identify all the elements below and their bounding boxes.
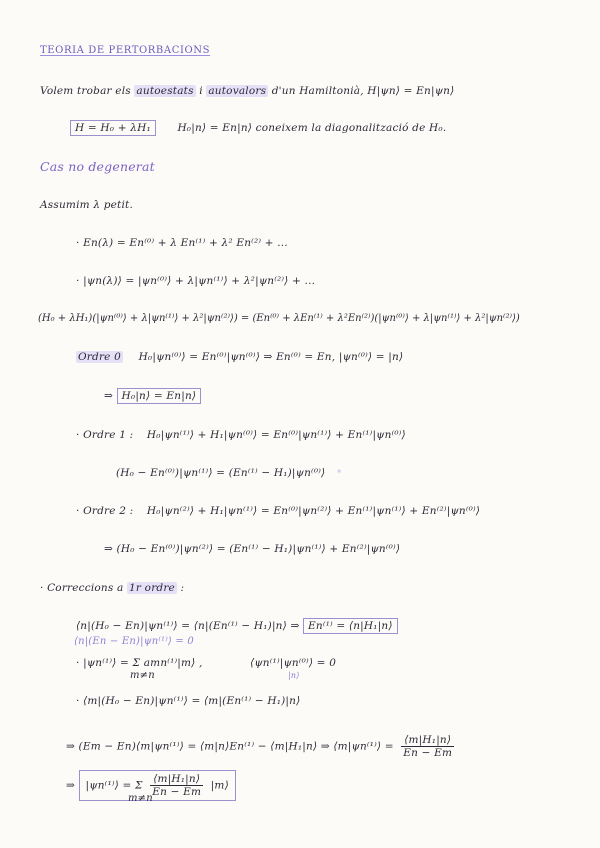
final-numerator: ⟨m|H₁|n⟩ (150, 773, 203, 786)
final-left: |ψn⁽¹⁾⟩ = Σ (85, 779, 143, 792)
final-denominator: En − Em (152, 786, 202, 798)
corrections-line (40, 581, 184, 595)
order-2-equation: H₀|ψn⁽²⁾⟩ + H₁|ψn⁽¹⁾⟩ = En⁽⁰⁾|ψn⁽²⁾⟩ + En⁽¹⁾|ψn⁽¹⁾⟩ + En⁽²⁾|ψn⁽⁰⁾⟩ (146, 505, 481, 517)
highlight-autovalors: autovalors (208, 85, 267, 97)
highlight-first-order: 1r ordre (129, 582, 175, 594)
coefficient-line (66, 734, 454, 759)
expanded-equation: (H₀ + λH₁)(|ψn⁽⁰⁾⟩ + λ|ψn⁽¹⁾⟩ + λ²|ψn⁽²⁾⟩) = (En⁽⁰⁾ + λEn⁽¹⁾ + λ²En⁽²⁾)(|ψn⁽⁰⁾⟩ + λ|ψn⁽¹⁾⟩ + λ²|ψn⁽²⁾⟩) (38, 313, 520, 324)
final-right: |m⟩ (210, 779, 229, 792)
section-non-degenerate: Cas no degenerat (40, 159, 155, 174)
orthogonality-annotation: |n⟩ (288, 671, 300, 680)
page-title: TEORIA DE PERTORBACIONS (40, 45, 211, 56)
order-0-label: Ordre 0 (78, 351, 122, 363)
expansion-line (76, 656, 336, 670)
expansion-sum-subscript: m≠n (130, 670, 155, 681)
intro-line (40, 84, 454, 98)
coefficient-equation: ⇒ (Em − En)⟨m|ψn⁽¹⁾⟩ = ⟨m|n⟩En⁽¹⁾ − ⟨m|H₁|n⟩ ⇒ ⟨m|ψn⁽¹⁾⟩ = (66, 740, 394, 753)
orthogonality-condition: ⟨ψn⁽¹⁾|ψn⁽⁰⁾⟩ = 0 (250, 657, 337, 669)
assumption-line: Assumim λ petit. (40, 199, 133, 211)
final-result-box (79, 770, 236, 801)
order-0-arrow: ⇒ (104, 390, 113, 402)
order-1-result (116, 466, 342, 481)
expansion-left: · |ψn⁽¹⁾⟩ = Σ amn⁽¹⁾|m⟩ , (76, 657, 203, 669)
m-projection-line: · ⟨m|(H₀ − En)|ψn⁽¹⁾⟩ = ⟨m|(En⁽¹⁾ − H₁)|n⟩ (76, 695, 301, 707)
order-1-label: · Ordre 1 : (76, 429, 134, 441)
first-order-energy-box: En⁽¹⁾ = ⟨n|H₁|n⟩ (303, 618, 398, 634)
final-prefix: ⇒ (66, 779, 75, 792)
intro-suffix: d'un Hamiltonià, H|ψn⟩ = En|ψn⟩ (271, 85, 455, 97)
projection-equation: ⟨n|(H₀ − En)|ψn⁽¹⁾⟩ = ⟨n|(En⁽¹⁾ − H₁)|n⟩ ⇒ (76, 620, 300, 632)
order-0-result (104, 389, 201, 403)
hamiltonian-definition (70, 121, 446, 135)
intro-prefix: Volem trobar els (40, 85, 131, 97)
order-0-result-box: H₀|n⟩ = En|n⟩ (117, 388, 202, 404)
corrections-prefix: · Correccions a (40, 582, 124, 594)
energy-series: · En(λ) = En⁽⁰⁾ + λ En⁽¹⁾ + λ² En⁽²⁾ + ... (76, 237, 288, 249)
projection-annotation: ⟨n|(En − En)|ψn⁽¹⁾⟩ = 0 (74, 636, 194, 647)
state-series: · |ψn(λ)⟩ = |ψn⁽⁰⁾⟩ + λ|ψn⁽¹⁾⟩ + λ²|ψn⁽²⁾⟩ + ... (76, 275, 316, 287)
order-2-result: ⇒ (H₀ − En⁽⁰⁾)|ψn⁽²⁾⟩ = (En⁽¹⁾ − H₁)|ψn⁽¹⁾⟩ + En⁽²⁾|ψn⁽⁰⁾⟩ (104, 543, 401, 555)
coefficient-denominator: En − Em (403, 747, 453, 759)
hamiltonian-rest: H₀|n⟩ = En|n⟩ coneixem la diagonalització de H₀. (177, 122, 447, 134)
highlight-autoestats: autoestats (136, 85, 194, 97)
final-sum-subscript: m≠n (128, 793, 153, 804)
coefficient-fraction (401, 734, 454, 759)
projection-line (76, 619, 398, 633)
hamiltonian-box: H = H₀ + λH₁ (70, 120, 156, 136)
corrections-suffix: : (180, 582, 185, 594)
order-1-equation: H₀|ψn⁽¹⁾⟩ + H₁|ψn⁽⁰⁾⟩ = En⁽⁰⁾|ψn⁽¹⁾⟩ + En⁽¹⁾|ψn⁽⁰⁾⟩ (146, 429, 406, 441)
intro-mid: i (199, 85, 203, 97)
order-2-label: · Ordre 2 : (76, 505, 134, 517)
coefficient-numerator: ⟨m|H₁|n⟩ (401, 734, 454, 747)
order-1-star: * (336, 469, 342, 479)
order-1-result-eq: (H₀ − En⁽⁰⁾)|ψn⁽¹⁾⟩ = (En⁽¹⁾ − H₁)|ψn⁽⁰⁾⟩ (116, 467, 326, 479)
order-0-line (76, 350, 403, 364)
order-0-equation: H₀|ψn⁽⁰⁾⟩ = En⁽⁰⁾|ψn⁽⁰⁾⟩ ⇒ En⁽⁰⁾ = En, |ψn⁽⁰⁾⟩ = |n⟩ (138, 351, 404, 363)
order-1-line (76, 428, 406, 442)
final-fraction (150, 773, 203, 798)
order-2-line (76, 504, 480, 518)
